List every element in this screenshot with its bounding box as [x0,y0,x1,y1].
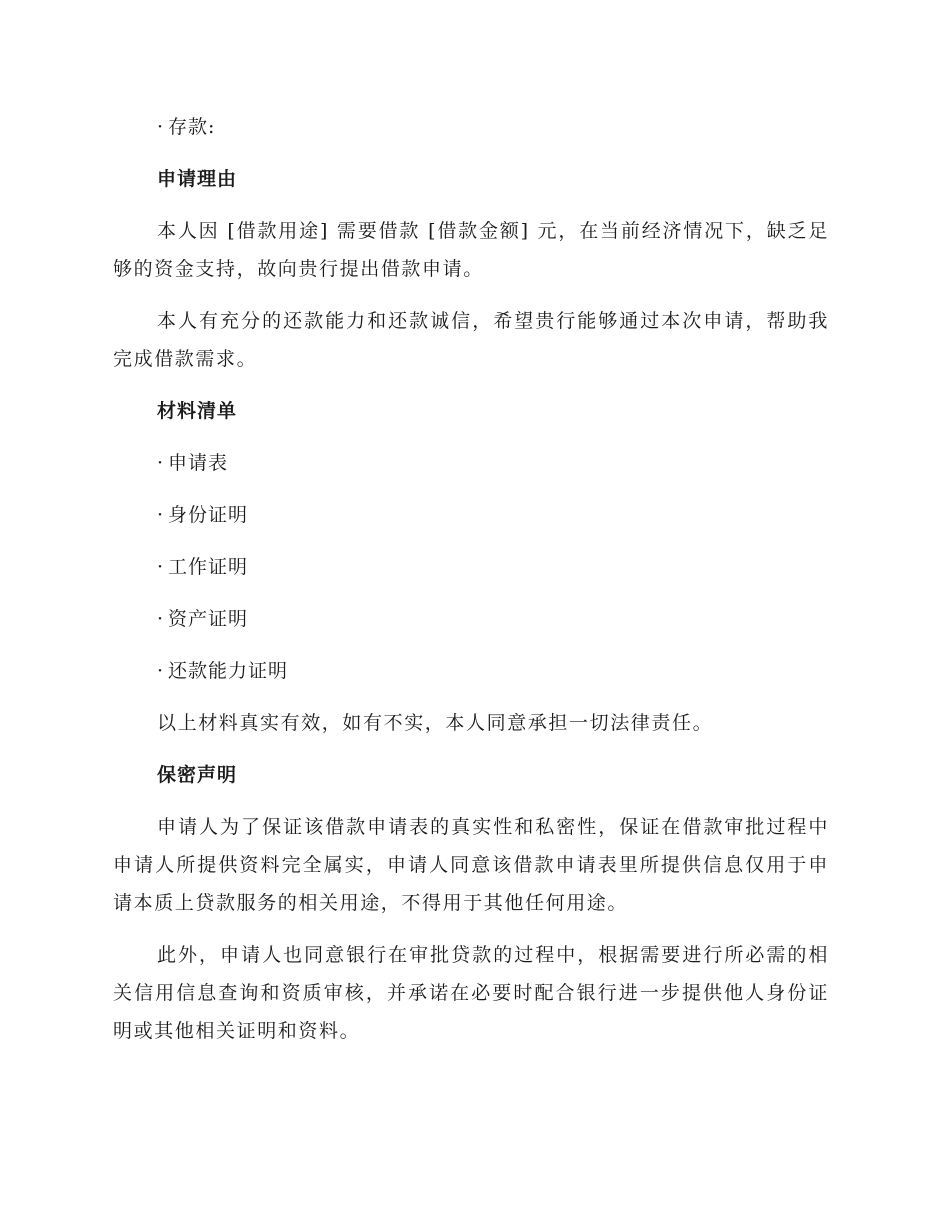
deposit-label: 存款: [168,116,216,138]
materials-item-employment-proof [113,548,829,586]
confidentiality-paragraph-1: 申请人为了保证该借款申请表的真实性和私密性，保证在借款审批过程中申请人所提供资料完全属实，申请人同意该借款申请表里所提供信息仅用于申请本质上贷款服务的相关用途，不得用于其他任何用途。 [113,816,829,914]
bullet-mark: · [157,452,165,474]
materials-item-repayment-proof [113,652,829,690]
document-page [113,108,829,1050]
material-label: 资产证明 [168,608,249,630]
bullet-mark: · [157,116,165,138]
materials-item-identity-proof [113,496,829,534]
materials-heading: 材料清单 [157,400,238,422]
bullet-mark: · [157,504,165,526]
reason-heading: 申请理由 [157,168,238,190]
reason-paragraph-1: 本人因 [借款用途] 需要借款 [借款金额] 元，在当前经济情况下，缺乏足够的资金支持，故向贵行提出借款申请。 [113,220,829,280]
bullet-mark: · [157,608,165,630]
bullet-mark: · [157,556,165,578]
bullet-mark: · [157,660,165,682]
material-label: 还款能力证明 [168,660,289,682]
confidentiality-heading: 保密声明 [157,764,238,786]
material-label: 申请表 [168,452,229,474]
material-label: 工作证明 [168,556,249,578]
materials-item-asset-proof [113,600,829,638]
confidentiality-paragraph-2: 此外，申请人也同意银行在审批贷款的过程中，根据需要进行所必需的相关信用信息查询和资质审核，并承诺在必要时配合银行进一步提供他人身份证明或其他相关证明和资料。 [113,944,829,1042]
materials-statement: 以上材料真实有效，如有不实，本人同意承担一切法律责任。 [157,712,714,734]
material-label: 身份证明 [168,504,249,526]
materials-item-application-form [113,444,829,482]
deposit-line [113,108,829,146]
reason-paragraph-2: 本人有充分的还款能力和还款诚信，希望贵行能够通过本次申请，帮助我完成借款需求。 [113,310,829,370]
